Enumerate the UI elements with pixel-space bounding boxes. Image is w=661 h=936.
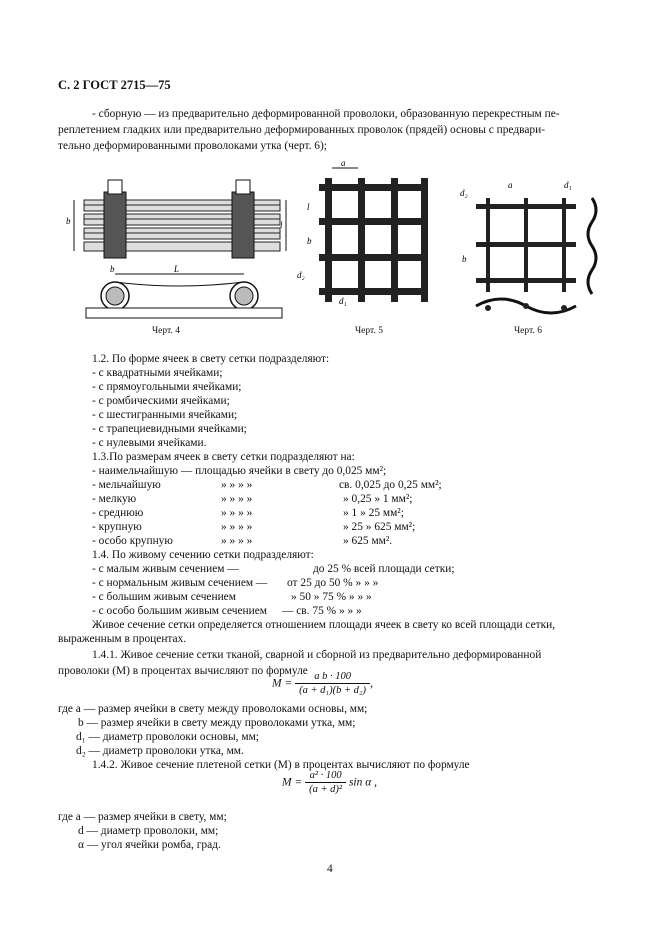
figure-4 (64, 178, 289, 336)
s13-row-range: » 1 » 25 мм²; (343, 507, 404, 519)
formula-2-lhs: M = (282, 776, 303, 789)
fig4-label-b: b (66, 216, 71, 226)
s14-para-line: Живое сечение сетки определяется отношением площади ячеек в свету ко всей площади сетки, (92, 619, 556, 631)
fig6-label-a: a (508, 180, 513, 190)
s14-row-name: - с особо большим живым сечением (92, 605, 268, 617)
s12-item: - с прямоугольными ячейками; (92, 381, 242, 393)
formula-1-fraction (295, 671, 370, 696)
s12-heading: 1.2. По форме ячеек в свету сетки подразделяют: (92, 353, 330, 365)
s13-row-name: - среднюю (92, 507, 144, 519)
fig4-label-L: L (174, 264, 180, 274)
formula-2-numerator: a² · 100 (305, 770, 346, 783)
formula-1-tail: , (370, 677, 373, 690)
fig5-label-d1: d₁ (339, 296, 347, 306)
s141-def: d₂ — диаметр проволоки утка, мм. (76, 745, 244, 757)
fig4-label-b2: b (110, 264, 115, 274)
s13-row-range: » 0,25 » 1 мм²; (343, 493, 413, 505)
s142-def: d — диаметр проволоки, мм; (78, 825, 219, 837)
s14-row-name: - с большим живым сечением (92, 591, 236, 603)
figure-6-caption: Черт. 6 (514, 326, 542, 336)
figure-6 (458, 178, 608, 336)
s142-line-1: 1.4.2. Живое сечение плетеной сетки (M) в процентах вычисляют по формуле (92, 759, 470, 771)
fig6-label-d2: d₂ (460, 188, 468, 198)
s14-para-line: выраженным в процентах. (58, 633, 187, 645)
s13-row-ditto: » » » » (221, 507, 253, 519)
fig5-label-b: b (307, 236, 312, 246)
intro-line-2: реплетением гладких или предварительно деформированных проволок (прядей) основы с предвари- (58, 124, 545, 136)
s13-row-ditto: » » » » (221, 479, 253, 491)
page-number: 4 (327, 863, 333, 875)
intro-line-1: - сборную — из предварительно деформированной проволоки, образованную перекрестным пе- (92, 108, 560, 120)
s12-item: - с шестигранными ячейками; (92, 409, 238, 421)
figure-4-drawing (64, 178, 289, 320)
figure-5 (295, 158, 435, 336)
s12-item: - с ромбическими ячейками; (92, 395, 230, 407)
formula-2-tail: sin α , (348, 776, 378, 789)
fig5-label-d2: d₂ (297, 270, 305, 280)
s14-row-value: — св. 75 % » » » (282, 605, 362, 617)
s14-row-value: » 50 » 75 % » » » (291, 591, 372, 603)
s13-row-range: » 625 мм². (343, 535, 393, 547)
figure-4-caption: Черт. 4 (152, 326, 180, 336)
s13-row-name: - наимельчайшую — площадью ячейки в свету до 0,025 мм²; (92, 465, 387, 477)
s142-def: α — угол ячейки ромба, град. (78, 839, 221, 851)
s141-def: где a — размер ячейки в свету между проволоками основы, мм; (58, 703, 368, 715)
s141-line-1: 1.4.1. Живое сечение сетки тканой, сварной и сборной из предварительно деформированной (92, 649, 542, 661)
s12-item: - с трапециевидными ячейками; (92, 423, 247, 435)
s14-row-value: до 25 % всей площади сетки; (313, 563, 455, 575)
s141-def: d₁ — диаметр проволоки основы, мм; (76, 731, 259, 743)
fig6-label-b: b (462, 254, 467, 264)
s14-row-name: - с малым живым сечением — (92, 563, 239, 575)
figure-5-caption: Черт. 5 (355, 326, 383, 336)
formula-1-denominator: (a + d₁)(b + d₂) (299, 685, 367, 696)
s14-heading: 1.4. По живому сечению сетки подразделяют: (92, 549, 314, 561)
formula-1 (272, 671, 373, 696)
figure-6-drawing (458, 178, 608, 328)
s13-row-name: - мелкую (92, 493, 137, 505)
s13-row-name: - особо крупную (92, 535, 173, 547)
figure-5-drawing (295, 158, 435, 306)
fig4-label-l: l (280, 220, 283, 230)
s13-row-ditto: » » » » (221, 493, 253, 505)
intro-line-3: тельно деформированными проволоками утка (черт. 6); (58, 140, 327, 152)
s14-row-name: - с нормальным живым сечением — (92, 577, 268, 589)
s13-row-ditto: » » » » (221, 535, 253, 547)
formula-2 (282, 770, 377, 795)
s13-heading: 1.3.По размерам ячеек в свету сетки подразделяют на: (92, 451, 355, 463)
s14-row-value: от 25 до 50 % » » » (287, 577, 379, 589)
formula-2-fraction (305, 770, 346, 795)
s13-row-range: » 25 » 625 мм²; (343, 521, 416, 533)
fig6-label-d1: d₁ (564, 180, 572, 190)
s12-item: - с квадратными ячейками; (92, 367, 223, 379)
s141-line-2: проволоки (M) в процентах вычисляют по формуле (58, 665, 308, 677)
s13-row-name: - крупную (92, 521, 142, 533)
fig5-label-a: a (341, 158, 346, 168)
s13-row-ditto: » » » » (221, 521, 253, 533)
s12-item: - с нулевыми ячейками. (92, 437, 207, 449)
formula-1-lhs: M = (272, 677, 293, 690)
s13-row-range: св. 0,025 до 0,25 мм²; (339, 479, 442, 491)
page-header: С. 2 ГОСТ 2715—75 (58, 78, 171, 92)
s13-row-name: - мельчайшую (92, 479, 161, 491)
s142-def: где a — размер ячейки в свету, мм; (58, 811, 227, 823)
formula-1-numerator: a b · 100 (295, 671, 370, 684)
fig5-label-l: l (307, 202, 310, 212)
formula-2-denominator: (a + d)² (309, 784, 343, 795)
s141-def: b — размер ячейки в свету между проволоками утка, мм; (78, 717, 356, 729)
